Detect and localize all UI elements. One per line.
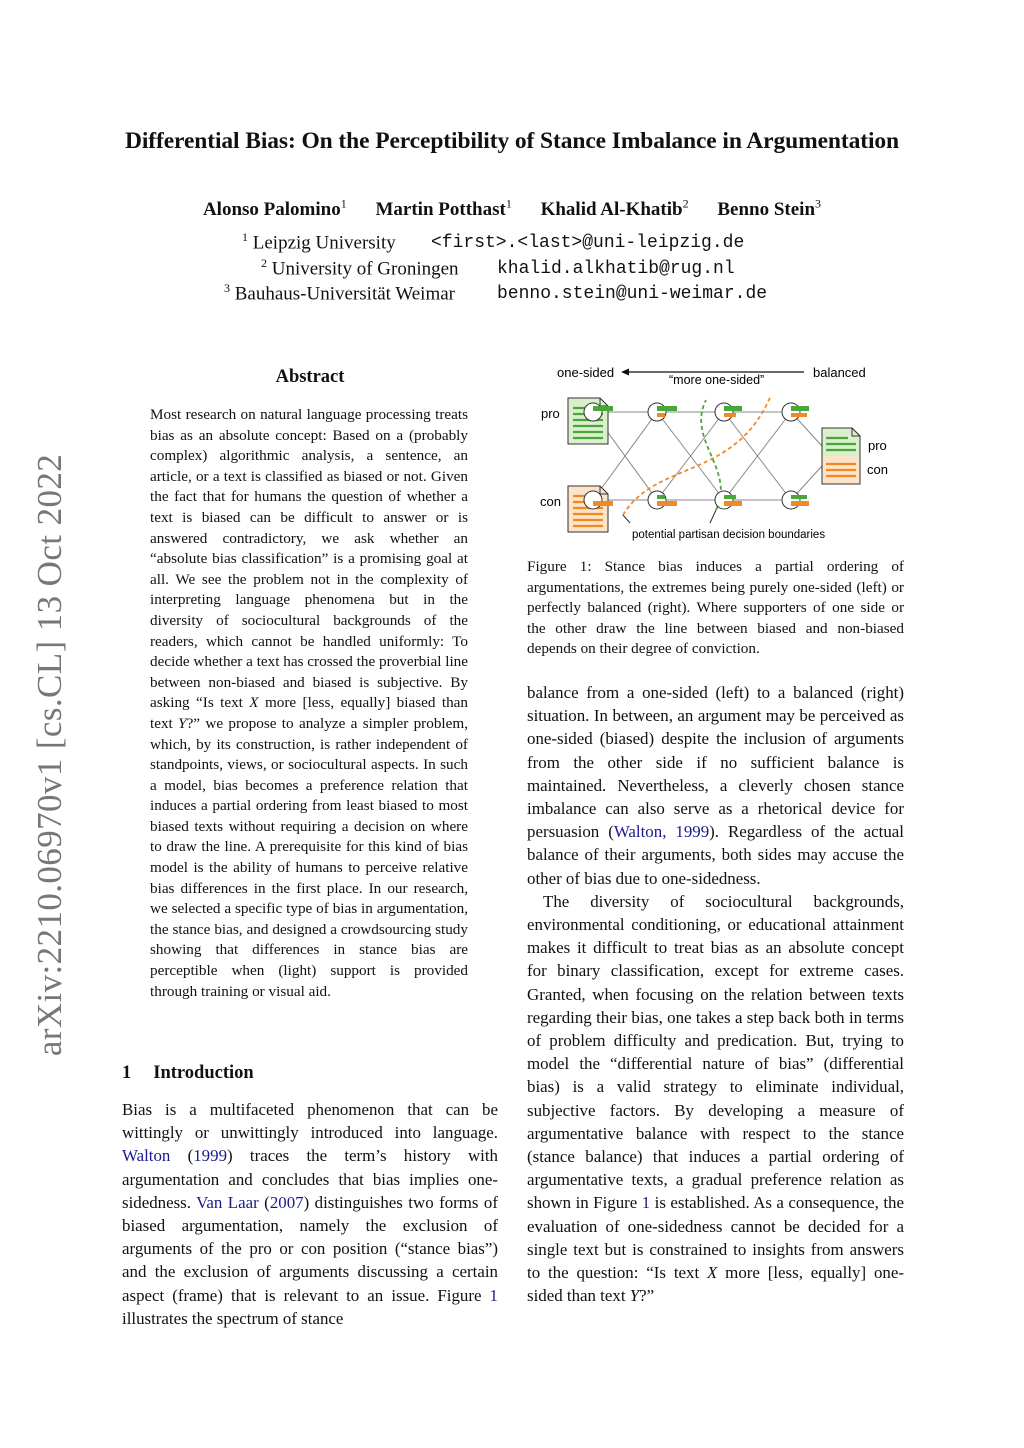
paper-title: Differential Bias: On the Perceptibility of Stance Imbalance in Argumentation xyxy=(124,128,900,154)
paragraph: The diversity of sociocultural backgrounds, environmental conditioning, or educational attainment makes it difficult to treat bias as an absolute concept for binary classification, except for extreme cases. Granted, when focusing on the relation between texts regarding their bias, one takes a step back both in terms of problem difficulty and predication. But, trying to model the “differential nature of bias” (differential bias) is a valid strategy to eliminate individual, subjective factors. By developing a measure of argumentative balance with respect to the stance (stance balance) that induces a partial ordering of argumentative texts, a gradual preference relation as shown in Figure 1 is established. As a consequence, the evaluation of one-sidedness cannot be decided for a single text but is constrained to insights from answers to the question: “Is text X more [less, equally] one-sided than text Y?” xyxy=(527,891,905,1306)
section-heading-introduction: 1 Introduction xyxy=(122,1063,254,1083)
affiliation-3-email: benno.stein@uni-weimar.de xyxy=(497,284,768,304)
figure-reference[interactable]: 1 xyxy=(641,1193,651,1213)
figure-label-more-one-sided: “more one-sided” xyxy=(669,373,765,387)
arxiv-identifier: arXiv:2210.06970v1 [cs.CL] 13 Oct 2022 xyxy=(30,453,69,1057)
affiliation-3: $^3$ Bauhaus-Universität Weimar xyxy=(224,281,456,305)
figure-caption: Figure 1: Stance bias induces a partial ordering of argumentations, the extremes being purely one-sided (left) or perfectly balanced (right). Where supporters of one side or the other draw the line between biased and non-biased depends on their degree of conviction. xyxy=(527,558,904,658)
figure-label-balanced: balanced xyxy=(813,365,866,380)
con-decision-boundary xyxy=(623,395,771,515)
figure-label-pro-right: pro xyxy=(868,438,887,453)
figure-reference[interactable]: 1 xyxy=(489,1285,498,1305)
lattice-nodes xyxy=(584,403,809,509)
introduction-body: Bias is a multifaceted phenomenon that can be wittingly or unwittingly introduced into language. Walton (1999) traces the term’s history with argumentation and concludes that bias implies one-sidedness. Van Laar (2007) distinguishes two forms of biased argumentation, namely the exclusion of arguments of the pro or con position (“stance bias”) and the exclusion of arguments discussing a certain aspect (frame) that is relevant to an issue. Figure 1 illustrates the spectrum of stance xyxy=(122,1100,498,1328)
arxiv-sidebar xyxy=(20,455,80,1055)
author: Martin Potthast$^1$ xyxy=(375,197,512,221)
balanced-document-icon xyxy=(822,428,860,484)
paragraph: balance from a one-sided (left) to a balanced (right) situation. In between, an argument may be perceived as one-sided (biased) despite the inclusion of arguments from the other side if no sufficient balance is maintained. Nevertheless, a cleverly chosen stance imbalance can also serve as a rhetorical device for persuasion (Walton, 1999). Regardless of the actual balance of their arguments, both sides may accuse the other of bias due to one-sidedness. xyxy=(527,683,904,888)
citation-walton-year[interactable]: 1999 xyxy=(193,1146,228,1166)
affiliation-1: $^1$ Leipzig University xyxy=(242,230,396,254)
author: Alonso Palomino$^1$ xyxy=(202,197,347,221)
author: Khalid Al-Khatib$^2$ xyxy=(540,197,689,221)
right-column-body xyxy=(527,681,904,1307)
figure-label-con-right: con xyxy=(867,462,888,477)
citation-vanlaar[interactable]: Van Laar xyxy=(196,1192,259,1212)
affiliation-1-email: <first>.<last>@uni-leipzig.de xyxy=(431,233,745,253)
figure-1 xyxy=(526,360,906,545)
affiliation-2: $^2$ University of Groningen xyxy=(261,256,459,280)
abstract-heading: Abstract xyxy=(275,367,345,387)
citation-vanlaar-year[interactable]: 2007 xyxy=(269,1192,304,1212)
arrow-head-icon xyxy=(621,369,629,376)
figure-label-boundaries: potential partisan decision boundaries xyxy=(632,529,826,541)
figure-label-one-sided: one-sided xyxy=(557,365,615,380)
affiliation-2-email: khalid.alkhatib@rug.nl xyxy=(497,259,735,279)
citation-walton[interactable]: Walton xyxy=(122,1146,171,1166)
abstract-body: Most research on natural language processing treats bias as an absolute concept: Based on a (probably complex) algorithmic analysis, a sentence, an article, or a text is classified as biased or not. Given the fact that for humans the question of whether a text is biased can be difficult to answer or is answered contradictory, we ask whether an “absolute bias classification” is a promising goal at all. We see the problem not in the complexity of interpreting language phenomena but in the diversity of sociocultural backgrounds of the readers, which cannot be handled uniformly: To decide whether a text has crossed the proverbial line between non-biased and biased is subjective. By asking “Is text X more [less, equally] biased than text Y?” we propose to analyze a simpler problem, which, by its construction, is rather independent of standpoints, views, or sociocultural aspects. In such a model, bias becomes a preference relation that induces a partial ordering from least biased to most biased texts without requiring a decision on where to draw the line. A prerequisite for this kind of bias model is the ability of humans to perceive relative bias differences in the first place. In our research, we selected a specific type of bias in argumentation, the stance bias, and designed a crowdsourcing study showing that differences in stance bias are perceptible when (light) support is provided through training or visual aid. xyxy=(150,406,468,1000)
figure-label-pro: pro xyxy=(541,406,560,421)
figure-label-con: con xyxy=(540,494,561,509)
author-list xyxy=(0,197,1024,221)
author: Benno Stein$^3$ xyxy=(717,197,822,221)
citation-walton-1999[interactable]: Walton, 1999 xyxy=(613,822,710,842)
